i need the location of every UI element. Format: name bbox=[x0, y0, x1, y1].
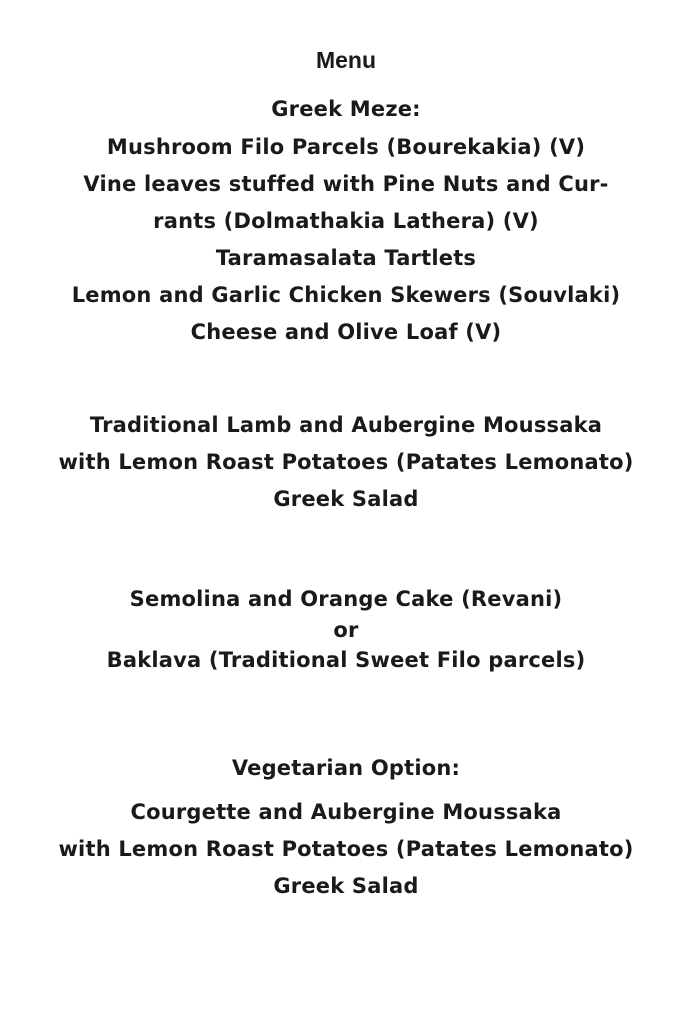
menu-item: Greek Salad bbox=[273, 487, 419, 511]
menu-item: Traditional Lamb and Aubergine Moussaka bbox=[89, 413, 603, 437]
menu-item: Cheese and Olive Loaf (V) bbox=[190, 320, 502, 344]
menu-item: Greek Salad bbox=[273, 874, 419, 898]
page-title: Menu bbox=[315, 47, 377, 73]
menu-item: with Lemon Roast Potatoes (Patates Lemonato) bbox=[58, 837, 634, 861]
dessert-section bbox=[0, 583, 692, 677]
dessert-option: Baklava (Traditional Sweet Filo parcels) bbox=[106, 648, 586, 672]
menu-item: Mushroom Filo Parcels (Bourekakia) (V) bbox=[106, 135, 586, 159]
menu-item: Courgette and Aubergine Moussaka bbox=[130, 800, 562, 824]
menu-item: Taramasalata Tartlets bbox=[215, 246, 477, 270]
vegetarian-section bbox=[0, 748, 692, 905]
vegetarian-heading: Vegetarian Option: bbox=[231, 756, 461, 780]
menu-item: Lemon and Garlic Chicken Skewers (Souvlaki) bbox=[71, 283, 621, 307]
meze-section bbox=[0, 89, 692, 351]
meze-heading: Greek Meze: bbox=[271, 97, 421, 121]
menu-item: rants (Dolmathakia Lathera) (V) bbox=[153, 209, 539, 233]
main-section bbox=[0, 407, 692, 518]
dessert-option: Semolina and Orange Cake (Revani) bbox=[129, 587, 563, 611]
menu-item: Vine leaves stuffed with Pine Nuts and Cur- bbox=[83, 172, 609, 196]
dessert-separator: or bbox=[333, 618, 359, 642]
menu-item: with Lemon Roast Potatoes (Patates Lemonato) bbox=[58, 450, 634, 474]
